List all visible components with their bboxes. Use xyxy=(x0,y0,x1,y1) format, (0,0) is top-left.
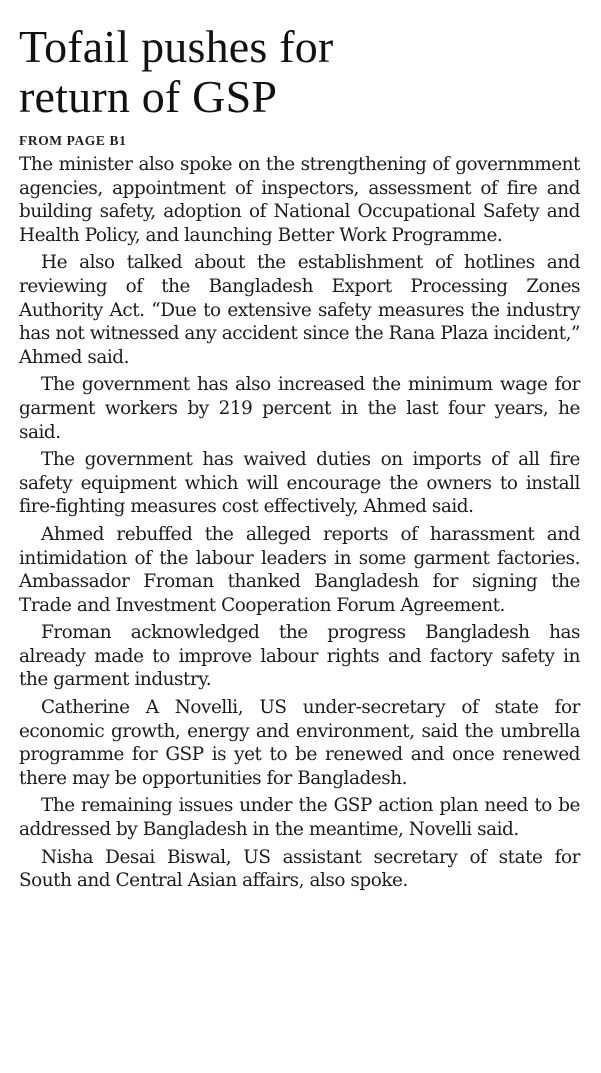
paragraph-9: Nisha Desai Biswal, US assistant secretary of state for South and Central Asian affairs, also spoke. xyxy=(19,846,580,892)
paragraph-1: The minister also spoke on the strengthening of governmment agencies, appointment of inspectors, assessment of fire and building safety, adoption of National Occupational Safety and Health Policy, and launching Better Work Programme. xyxy=(19,154,580,246)
paragraph-6: Froman acknowledged the progress Bangladesh has already made to improve labour rights and factory safety in the garment industry. xyxy=(19,622,580,691)
continuation-label: FROM PAGE B1 xyxy=(19,133,127,148)
paragraph-8: The remaining issues under the GSP action plan need to be addressed by Bangladesh in the meantime, Novelli said. xyxy=(19,795,580,841)
paragraph-3: The government has also increased the minimum wage for garment workers by 219 percent in the last four years, he said. xyxy=(19,374,580,443)
paragraph-7: Catherine A Novelli, US under-secretary of state for economic growth, energy and environment, said the umbrella programme for GSP is yet to be renewed and once renewed there may be opportunities for Bangladesh. xyxy=(19,697,580,789)
article-body xyxy=(19,153,580,893)
news-article xyxy=(19,22,580,897)
headline-line-2: return of GSP xyxy=(19,71,278,122)
paragraph-2: He also talked about the establishment of hotlines and reviewing of the Bangladesh Export Processing Zones Authority Act. “Due to extensive safety measures the industry has not witnessed any accident since the Rana Plaza incident,” Ahmed said. xyxy=(19,252,580,368)
paragraph-4: The government has waived duties on imports of all fire safety equipment which will encourage the owners to install fire-fighting measures cost effectively, Ahmed said. xyxy=(19,449,580,518)
headline-line-1: Tofail pushes for xyxy=(19,21,334,72)
paragraph-5: Ahmed rebuffed the alleged reports of harassment and intimidation of the labour leaders in some garment factories. Ambassador Froman thanked Bangladesh for signing the Trade and Investment Cooperation Forum Agreement. xyxy=(19,523,580,616)
headline xyxy=(19,22,580,122)
